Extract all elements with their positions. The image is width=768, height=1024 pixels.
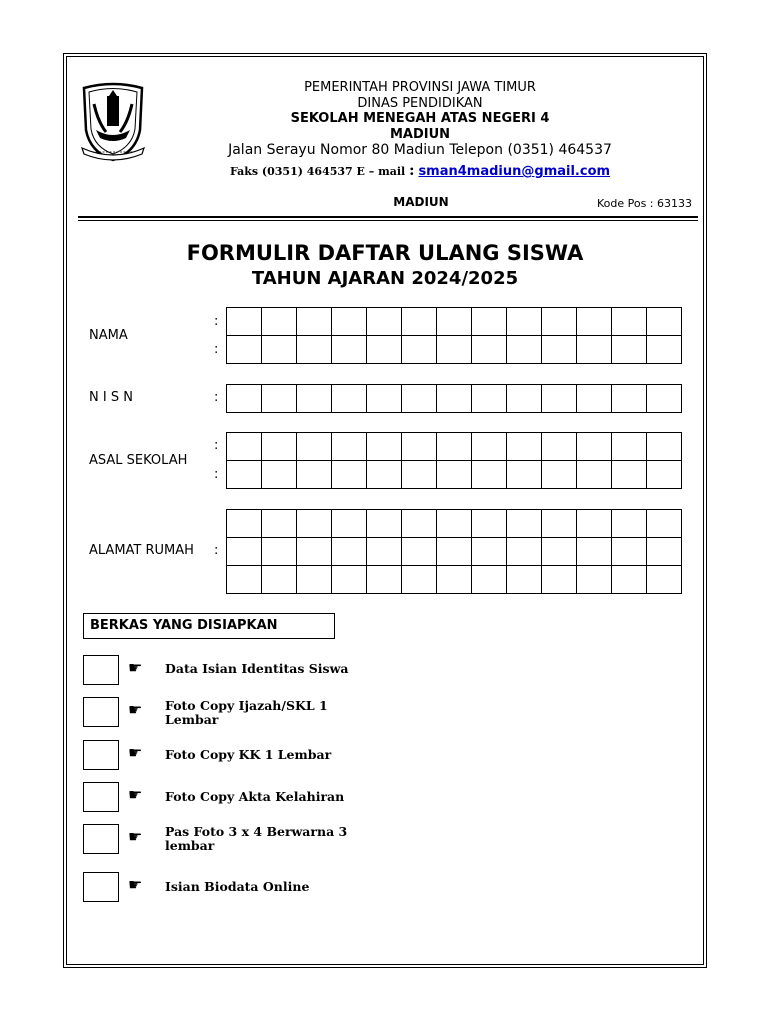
alamat-rumah-char-box[interactable] [437,510,472,538]
nama-char-box[interactable] [367,308,402,336]
nisn-char-box[interactable] [472,385,507,413]
nama-char-box[interactable] [507,308,542,336]
nama-char-box[interactable] [542,336,577,364]
asal-sekolah-char-box[interactable] [647,461,682,489]
header-department-line: DINAS PENDIDIKAN [357,96,483,111]
berkas-checkbox-5[interactable] [83,824,119,854]
alamat-rumah-char-box[interactable] [612,566,647,594]
pointing-hand-icon: ☛ [128,743,143,762]
nama-char-box[interactable] [437,336,472,364]
asal-sekolah-char-box[interactable] [612,433,647,461]
alamat-rumah-char-box[interactable] [367,538,402,566]
alamat-rumah-char-box[interactable] [647,566,682,594]
nama-char-box[interactable] [332,308,367,336]
berkas-checkbox-3[interactable] [83,740,119,770]
nisn-char-box[interactable] [612,385,647,413]
nama-char-box[interactable] [262,308,297,336]
alamat-rumah-char-box[interactable] [332,510,367,538]
alamat-rumah-char-box[interactable] [472,510,507,538]
asal-sekolah-char-box[interactable] [402,433,437,461]
alamat-rumah-colon: : [214,543,219,558]
nama-grid-row [227,308,682,336]
asal-sekolah-grid-row [227,433,682,461]
asal-sekolah-char-box[interactable] [472,433,507,461]
alamat-rumah-char-box[interactable] [262,538,297,566]
asal-sekolah-char-box[interactable] [332,433,367,461]
nisn-grid-row [227,385,682,413]
alamat-rumah-char-box[interactable] [577,510,612,538]
asal-sekolah-char-box[interactable] [507,461,542,489]
email-link[interactable]: sman4madiun@gmail.com [418,164,611,179]
asal-sekolah-char-box[interactable] [227,461,262,489]
asal-sekolah-char-box[interactable] [577,461,612,489]
nisn-char-box[interactable] [402,385,437,413]
nama-char-box[interactable] [612,308,647,336]
pointing-hand-icon: ☛ [128,658,143,677]
alamat-rumah-char-box[interactable] [227,566,262,594]
asal-sekolah-char-box[interactable] [542,461,577,489]
alamat-rumah-char-box[interactable] [507,510,542,538]
berkas-checkbox-2[interactable] [83,697,119,727]
nama-char-box[interactable] [577,308,612,336]
email-colon: : [409,161,415,179]
asal-sekolah-char-box[interactable] [367,461,402,489]
nama-char-box[interactable] [647,308,682,336]
alamat-rumah-char-box[interactable] [647,510,682,538]
alamat-rumah-char-box[interactable] [612,538,647,566]
asal-sekolah-label: ASAL SEKOLAH [89,453,188,468]
alamat-rumah-char-box[interactable] [262,510,297,538]
alamat-rumah-grid-row [227,566,682,594]
asal-sekolah-char-box[interactable] [332,461,367,489]
asal-sekolah-char-box[interactable] [437,433,472,461]
alamat-rumah-char-box[interactable] [332,538,367,566]
alamat-rumah-char-box[interactable] [227,538,262,566]
pointing-hand-icon: ☛ [128,785,143,804]
berkas-heading: BERKAS YANG DISIAPKAN [83,613,335,639]
header-city: MADIUN [393,195,449,209]
nisn-char-box[interactable] [577,385,612,413]
asal-sekolah-grid[interactable] [226,432,682,489]
nisn-char-box[interactable] [437,385,472,413]
nama-char-box[interactable] [647,336,682,364]
nama-char-box[interactable] [402,336,437,364]
berkas-item-2: Foto Copy Ijazah/SKL 1 Lembar [165,698,328,727]
asal-sekolah-char-box[interactable] [542,433,577,461]
asal-sekolah-char-box[interactable] [577,433,612,461]
alamat-rumah-char-box[interactable] [262,566,297,594]
asal-sekolah-grid-row [227,461,682,489]
header-school-name: SEKOLAH MENEGAH ATAS NEGERI 4 [290,111,550,126]
asal-sekolah-char-box[interactable] [297,433,332,461]
alamat-rumah-char-box[interactable] [437,566,472,594]
asal-sekolah-char-box[interactable] [472,461,507,489]
nisn-label: N I S N [89,390,133,405]
form-title: FORMULIR DAFTAR ULANG SISWA [186,241,584,265]
pointing-hand-icon: ☛ [128,875,143,894]
nama-colon-2: : [214,342,219,357]
nama-char-box[interactable] [332,336,367,364]
form-subtitle: TAHUN AJARAN 2024/2025 [251,268,519,289]
asal-sekolah-char-box[interactable] [262,461,297,489]
alamat-rumah-char-box[interactable] [542,538,577,566]
header-government-line: PEMERINTAH PROVINSI JAWA TIMUR [304,80,536,95]
berkas-checkbox-4[interactable] [83,782,119,812]
alamat-rumah-grid-row [227,510,682,538]
nisn-char-box[interactable] [332,385,367,413]
alamat-rumah-char-box[interactable] [472,538,507,566]
header-address: Jalan Serayu Nomor 80 Madiun Telepon (0351) 464537 [228,142,612,158]
nama-char-box[interactable] [402,308,437,336]
berkas-checkbox-6[interactable] [83,872,119,902]
nama-grid-row [227,336,682,364]
pointing-hand-icon: ☛ [128,700,143,719]
nisn-char-box[interactable] [262,385,297,413]
alamat-rumah-char-box[interactable] [507,566,542,594]
pointing-hand-icon: ☛ [128,827,143,846]
nama-grid[interactable] [226,307,682,364]
nisn-char-box[interactable] [507,385,542,413]
nama-char-box[interactable] [297,336,332,364]
berkas-item-1: Data Isian Identitas Siswa [165,661,349,676]
provincial-emblem-icon [76,82,150,164]
asal-sekolah-char-box[interactable] [437,461,472,489]
alamat-rumah-char-box[interactable] [542,566,577,594]
alamat-rumah-char-box[interactable] [402,538,437,566]
nama-char-box[interactable] [262,336,297,364]
nama-char-box[interactable] [577,336,612,364]
asal-sekolah-colon-2: : [214,467,219,482]
alamat-rumah-char-box[interactable] [297,538,332,566]
nama-char-box[interactable] [367,336,402,364]
alamat-rumah-char-box[interactable] [297,510,332,538]
berkas-checkbox-1[interactable] [83,655,119,685]
nisn-char-box[interactable] [297,385,332,413]
alamat-rumah-char-box[interactable] [507,538,542,566]
asal-sekolah-char-box[interactable] [367,433,402,461]
asal-sekolah-colon-1: : [214,438,219,453]
fax-text: Faks (0351) 464537 E – mail [229,165,406,178]
asal-sekolah-char-box[interactable] [262,433,297,461]
alamat-rumah-char-box[interactable] [332,566,367,594]
asal-sekolah-char-box[interactable] [507,433,542,461]
nisn-char-box[interactable] [367,385,402,413]
nama-char-box[interactable] [507,336,542,364]
header-contact-line [150,161,690,179]
alamat-rumah-char-box[interactable] [437,538,472,566]
berkas-item-5: Pas Foto 3 x 4 Berwarna 3 lembar [165,824,348,853]
nama-char-box[interactable] [472,308,507,336]
nama-char-box[interactable] [437,308,472,336]
header-divider-thick [78,216,698,218]
nisn-char-box[interactable] [227,385,262,413]
alamat-rumah-char-box[interactable] [297,566,332,594]
header-city-line: MADIUN [389,127,451,142]
nama-char-box[interactable] [612,336,647,364]
alamat-rumah-char-box[interactable] [472,566,507,594]
nisn-char-box[interactable] [542,385,577,413]
asal-sekolah-char-box[interactable] [647,433,682,461]
asal-sekolah-char-box[interactable] [227,433,262,461]
alamat-rumah-grid[interactable] [226,509,682,594]
nama-colon-1: : [214,314,219,329]
nisn-char-box[interactable] [647,385,682,413]
alamat-rumah-char-box[interactable] [402,510,437,538]
alamat-rumah-grid-row [227,538,682,566]
alamat-rumah-char-box[interactable] [367,510,402,538]
nisn-grid[interactable] [226,384,682,413]
nama-char-box[interactable] [227,336,262,364]
alamat-rumah-char-box[interactable] [612,510,647,538]
alamat-rumah-char-box[interactable] [577,566,612,594]
alamat-rumah-label: ALAMAT RUMAH [89,543,194,558]
asal-sekolah-char-box[interactable] [402,461,437,489]
nama-char-box[interactable] [297,308,332,336]
nama-char-box[interactable] [227,308,262,336]
postal-code: Kode Pos : 63133 [596,197,692,210]
berkas-item-6: Isian Biodata Online [165,879,310,894]
alamat-rumah-char-box[interactable] [227,510,262,538]
alamat-rumah-char-box[interactable] [367,566,402,594]
alamat-rumah-char-box[interactable] [647,538,682,566]
header-divider-thin [78,220,698,221]
berkas-item-3: Foto Copy KK 1 Lembar [165,747,332,762]
berkas-item-4: Foto Copy Akta Kelahiran [165,789,345,804]
asal-sekolah-char-box[interactable] [612,461,647,489]
asal-sekolah-char-box[interactable] [297,461,332,489]
nama-char-box[interactable] [472,336,507,364]
nama-char-box[interactable] [542,308,577,336]
alamat-rumah-char-box[interactable] [402,566,437,594]
nama-label: NAMA [89,328,128,343]
alamat-rumah-char-box[interactable] [542,510,577,538]
alamat-rumah-char-box[interactable] [577,538,612,566]
nisn-colon: : [214,390,219,405]
